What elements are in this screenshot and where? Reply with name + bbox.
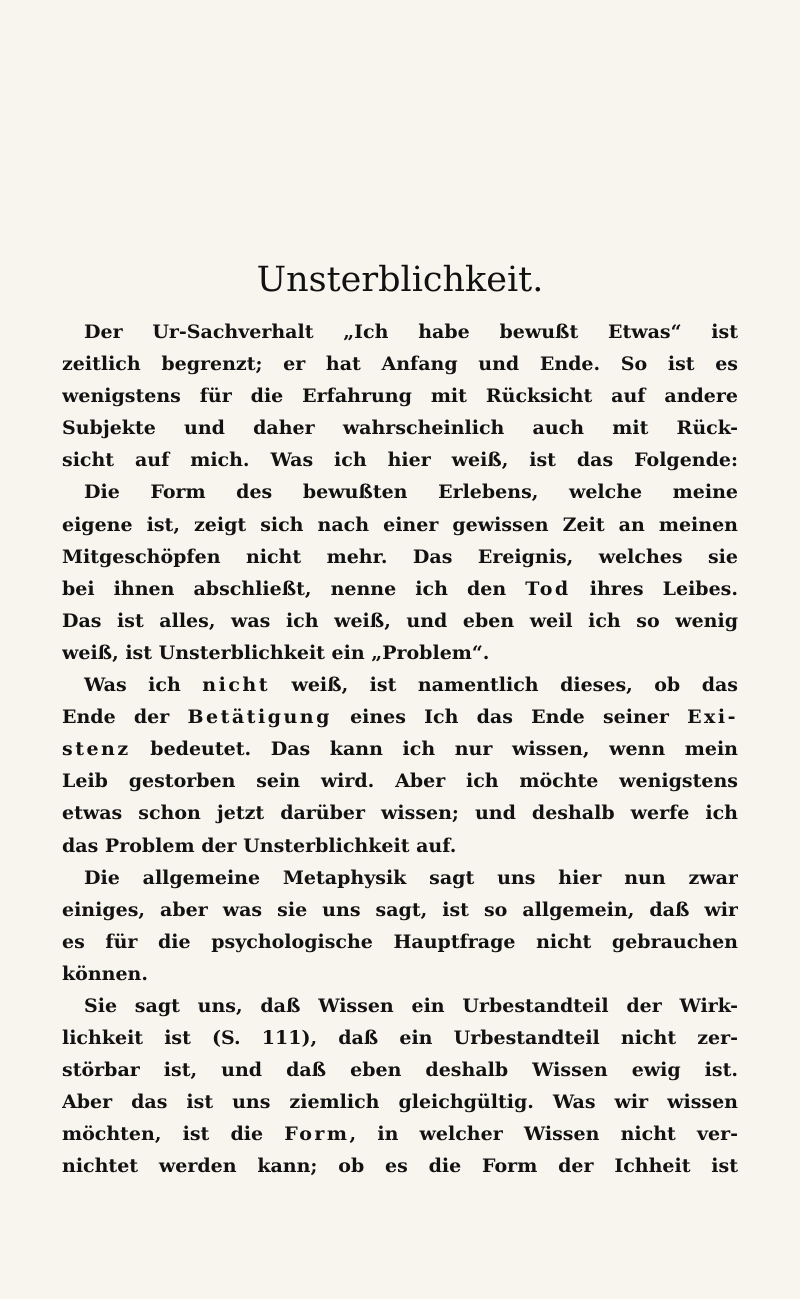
text-line: Der Ur-Sachverhalt „Ich habe bewußt Etwas“ ist (84, 321, 738, 343)
text-line: Aber das ist uns ziemlich gleichgültig. Was wir wissen (62, 1091, 738, 1114)
text-line: können. (62, 962, 148, 985)
text-line: stenz bedeutet. Das kann ich nur wissen, wenn mein (62, 738, 738, 761)
emphasis: Exi- (687, 706, 738, 729)
text-line: Subjekte und daher wahrscheinlich auch mit Rück- (62, 417, 738, 440)
text-line: sicht auf mich. Was ich hier weiß, ist das Folgende: (62, 449, 738, 472)
text-line: lichkeit ist (S. 111), daß ein Urbestandteil nicht zer- (62, 1027, 738, 1050)
text-line: Was ich nicht weiß, ist namentlich dieses, ob das (84, 674, 738, 697)
emphasis: Tod (525, 577, 571, 600)
chapter-title: Unsterblichkeit. (256, 260, 544, 300)
text-line: nichtet werden kann; ob es die Form der Ichheit ist (62, 1155, 738, 1178)
text-line: zeitlich begrenzt; er hat Anfang und Ende. So ist es (62, 353, 738, 376)
text-line: Das ist alles, was ich weiß, und eben weil ich so wenig (62, 609, 738, 632)
text-line: Die allgemeine Metaphysik sagt uns hier nun zwar (84, 866, 738, 889)
text-line: etwas schon jetzt darüber wissen; und deshalb werfe ich (62, 802, 738, 825)
body-text (62, 316, 738, 1183)
text-line: störbar ist, und daß eben deshalb Wissen ewig ist. (62, 1059, 738, 1082)
text-line: eigene ist, zeigt sich nach einer gewissen Zeit an meinen (62, 513, 738, 536)
emphasis: Betätigung (187, 706, 332, 729)
text-line: möchten, ist die Form, in welcher Wissen nicht ver- (62, 1123, 738, 1146)
emphasis: nicht (202, 674, 270, 697)
text-line: weiß, ist Unsterblichkeit ein „Problem“. (62, 641, 490, 664)
emphasis: stenz (62, 738, 131, 761)
text-line: bei ihnen abschließt, nenne ich den Tod ihres Leibes. (62, 577, 738, 600)
text-line: Sie sagt uns, daß Wissen ein Urbestandteil der Wirk- (84, 994, 738, 1017)
text-line: Ende der Betätigung eines Ich das Ende seiner Exi- (62, 706, 738, 729)
text-line: einiges, aber was sie uns sagt, ist so allgemein, daß wir (62, 898, 738, 921)
text-line: Leib gestorben sein wird. Aber ich möchte wenigstens (62, 770, 738, 793)
text-line: Mitgeschöpfen nicht mehr. Das Ereignis, welches sie (62, 545, 738, 568)
text-line: das Problem der Unsterblichkeit auf. (62, 834, 457, 857)
emphasis: Form (284, 1123, 350, 1146)
text-line: Die Form des bewußten Erlebens, welche meine (84, 481, 738, 504)
text-line: es für die psychologische Hauptfrage nicht gebrauchen (62, 930, 738, 953)
text-line: wenigstens für die Erfahrung mit Rücksicht auf andere (62, 385, 738, 408)
